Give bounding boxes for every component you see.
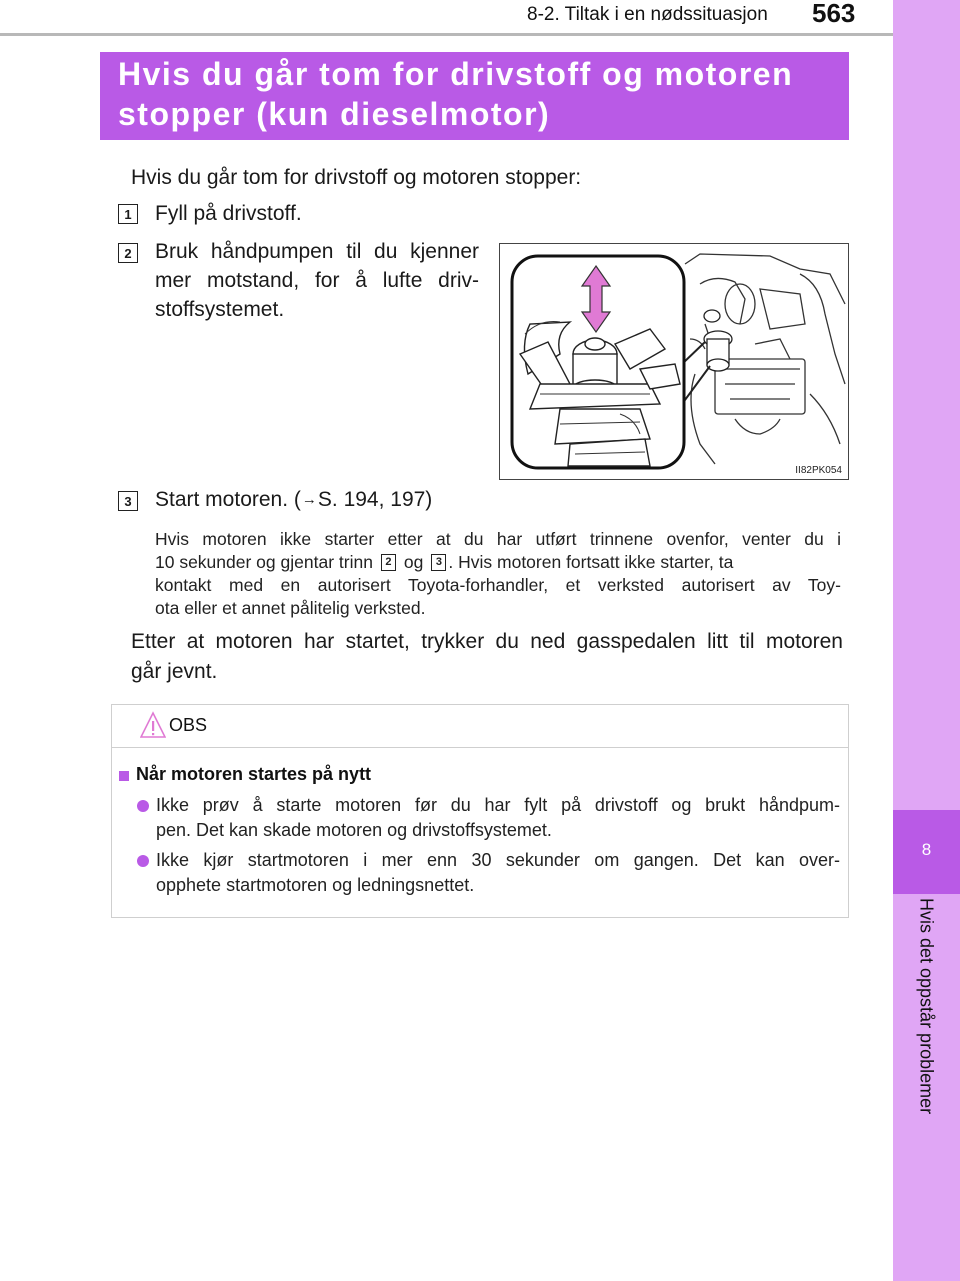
bullet-2-line-1: Ikke kjør startmotoren i mer enn 30 sekunder om gangen. Det kan over- [156, 850, 840, 870]
bullet-icon [137, 800, 149, 812]
note-step-ref-2: 2 [381, 554, 396, 571]
note-line-2-og: og [403, 552, 424, 572]
reference-arrow-icon: → [301, 491, 317, 508]
chapter-title: Hvis det oppstår problemer [916, 898, 937, 1115]
intro-text: Hvis du går tom for drivstoff og motoren stopper: [131, 166, 582, 189]
caution-label: OBS [169, 715, 208, 735]
caution-box [111, 704, 849, 918]
section-header: 8-2. Tiltak i en nødssituasjon [527, 4, 768, 25]
step-number-3: 3 [118, 491, 138, 511]
bullet-icon [137, 855, 149, 867]
section-title-box [100, 52, 849, 140]
step-3-text [155, 485, 432, 515]
hand-pump-illustration [499, 243, 849, 480]
note-line-2-end: . Hvis motoren fortsatt ikke starter, ta [448, 552, 734, 572]
title-line-1: Hvis du går tom for drivstoff og motoren [118, 56, 794, 92]
bullet-1-line-2: pen. Det kan skade motoren og drivstoffsystemet. [156, 820, 552, 840]
heading-square-icon [119, 771, 129, 781]
after-line-2: går jevnt. [131, 660, 218, 683]
note-line-3: kontakt med en autorisert Toyota-forhandler, et verksted autorisert av Toy- [155, 575, 841, 595]
step-3-page-reference: S. 194, 197) [317, 488, 433, 511]
note-line-1: Hvis motoren ikke starter etter at du har utført trinnene ovenfor, venter du i [155, 529, 841, 549]
step-1-text: Fyll på drivstoff. [155, 202, 302, 225]
step-number-2: 2 [118, 243, 138, 263]
header-divider [0, 33, 893, 36]
page-number: 563 [812, 0, 856, 28]
chapter-number-tab [893, 810, 960, 894]
note-line-2-start: 10 sekunder og gjentar trinn [155, 552, 373, 572]
engine-bay-drawing [500, 244, 848, 479]
warning-triangle-icon [140, 711, 166, 739]
caution-header [112, 705, 848, 748]
caution-heading: Når motoren startes på nytt [136, 764, 372, 784]
after-line-1: Etter at motoren har startet, trykker du ned gasspedalen litt til motoren [131, 630, 843, 653]
figure-code: II82PK054 [795, 465, 842, 476]
note-line-4: ota eller et annet pålitelig verksted. [155, 598, 426, 618]
step-2-line-2: mer motstand, for å lufte driv- [155, 269, 479, 292]
note-line-2 [155, 551, 841, 574]
step-2-line-3: stoffsystemet. [155, 298, 285, 321]
chapter-number: 8 [921, 840, 932, 859]
step-2-line-1: Bruk håndpumpen til du kjenner [155, 240, 479, 263]
note-step-ref-3: 3 [431, 554, 446, 571]
step-number-1: 1 [118, 204, 138, 224]
bullet-1-line-1: Ikke prøv å starte motoren før du har fylt på drivstoff og brukt håndpum- [156, 795, 840, 815]
bullet-2-line-2: opphete startmotoren og ledningsnettet. [156, 875, 475, 895]
step-3-label: Start motoren. ( [155, 488, 301, 511]
title-line-2: stopper (kun dieselmotor) [118, 96, 551, 132]
